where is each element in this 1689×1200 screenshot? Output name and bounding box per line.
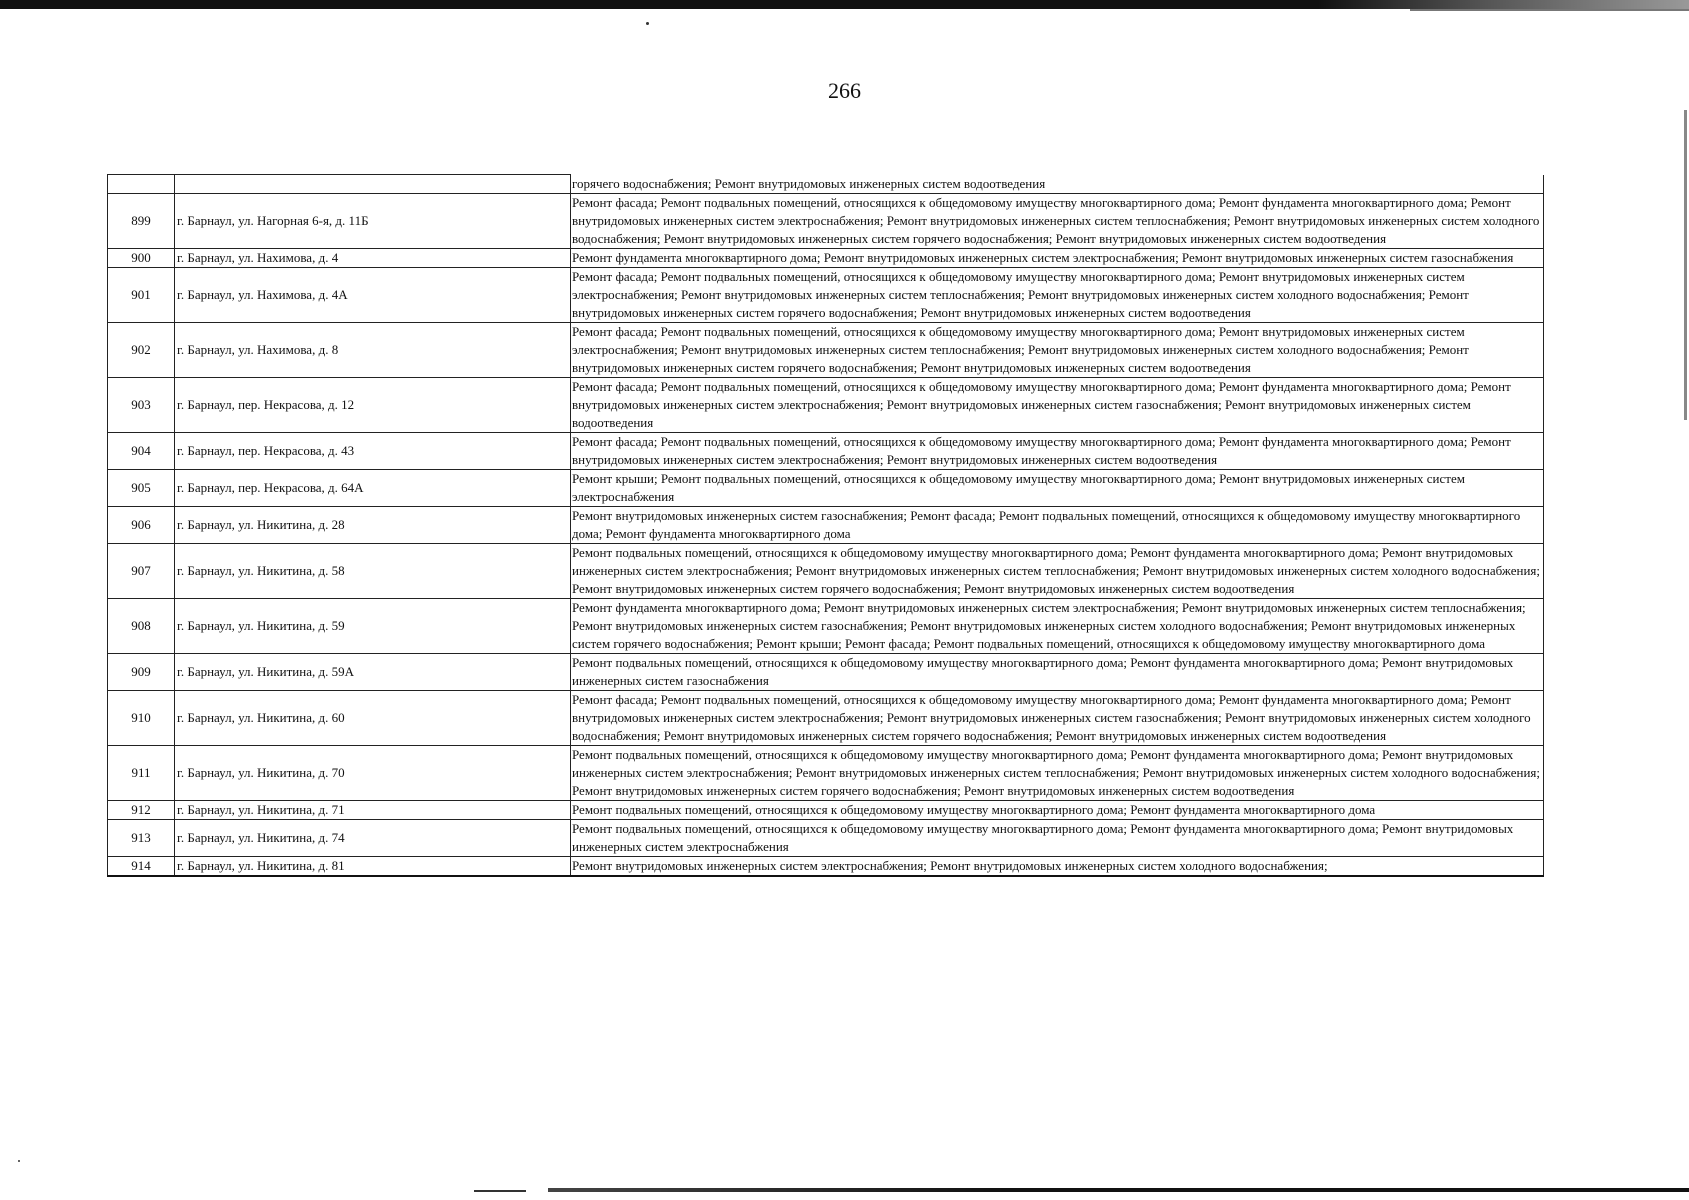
cell-address: г. Барнаул, пер. Некрасова, д. 64А (175, 469, 571, 506)
cell-works: Ремонт подвальных помещений, относящихся к общедомовому имуществу многоквартирного дома; Ремонт фундамента многоквартирного дома; Ремонт внутридомовых инженерных систем электроснабжения; Ремонт внутридомовых инженерных систем теплоснабжения; Ремонт внутридомовых инженерных систем холодного водоснабжения; Ремонт внутридомовых инженерных систем горячего водоснабжения; Ремонт внутридомовых инженерных систем водоотведения (571, 745, 1544, 800)
scan-edge-bottom-short (474, 1190, 526, 1192)
cell-number: 905 (108, 469, 175, 506)
table-row (108, 193, 1544, 248)
cell-address: г. Барнаул, ул. Никитина, д. 81 (175, 856, 571, 876)
cell-number (108, 175, 175, 194)
cell-address: г. Барнаул, ул. Никитина, д. 74 (175, 819, 571, 856)
cell-address: г. Барнаул, пер. Некрасова, д. 43 (175, 432, 571, 469)
scan-edge-top-thin (1410, 9, 1689, 11)
cell-number: 901 (108, 267, 175, 322)
table-row (108, 543, 1544, 598)
scan-speck (646, 22, 649, 25)
table-row (108, 653, 1544, 690)
cell-number: 912 (108, 800, 175, 819)
table-row (108, 432, 1544, 469)
cell-works: Ремонт фасада; Ремонт подвальных помещений, относящихся к общедомовому имуществу многоквартирного дома; Ремонт внутридомовых инженерных систем электроснабжения; Ремонт внутридомовых инженерных систем теплоснабжения; Ремонт внутридомовых инженерных систем холодного водоснабжения; Ремонт внутридомовых инженерных систем горячего водоснабжения; Ремонт внутридомовых инженерных систем водоотведения (571, 322, 1544, 377)
scan-edge-bottom (548, 1188, 1689, 1192)
table-row (108, 745, 1544, 800)
cell-address: г. Барнаул, ул. Никитина, д. 59А (175, 653, 571, 690)
cell-works: Ремонт фасада; Ремонт подвальных помещений, относящихся к общедомовому имуществу многоквартирного дома; Ремонт внутридомовых инженерных систем электроснабжения; Ремонт внутридомовых инженерных систем теплоснабжения; Ремонт внутридомовых инженерных систем холодного водоснабжения; Ремонт внутридомовых инженерных систем горячего водоснабжения; Ремонт внутридомовых инженерных систем водоотведения (571, 267, 1544, 322)
page-number: 266 (828, 78, 861, 103)
cell-works: Ремонт внутридомовых инженерных систем газоснабжения; Ремонт фасада; Ремонт подвальных помещений, относящихся к общедомовому имуществу многоквартирного дома; Ремонт фундамента многоквартирного дома (571, 506, 1544, 543)
table-row (108, 856, 1544, 876)
cell-address: г. Барнаул, ул. Никитина, д. 60 (175, 690, 571, 745)
cell-works: Ремонт фасада; Ремонт подвальных помещений, относящихся к общедомовому имуществу многоквартирного дома; Ремонт фундамента многоквартирного дома; Ремонт внутридомовых инженерных систем электроснабжения; Ремонт внутридомовых инженерных систем газоснабжения; Ремонт внутридомовых инженерных систем холодного водоснабжения; Ремонт внутридомовых инженерных систем горячего водоснабжения; Ремонт внутридомовых инженерных систем водоотведения (571, 690, 1544, 745)
cell-address: г. Барнаул, ул. Никитина, д. 28 (175, 506, 571, 543)
cell-works: Ремонт крыши; Ремонт подвальных помещений, относящихся к общедомовому имуществу многоквартирного дома; Ремонт внутридомовых инженерных систем электроснабжения (571, 469, 1544, 506)
table-row (108, 598, 1544, 653)
cell-number: 908 (108, 598, 175, 653)
cell-address: г. Барнаул, ул. Нахимова, д. 4А (175, 267, 571, 322)
cell-works: Ремонт фундамента многоквартирного дома; Ремонт внутридомовых инженерных систем электроснабжения; Ремонт внутридомовых инженерных систем теплоснабжения; Ремонт внутридомовых инженерных систем газоснабжения; Ремонт внутридомовых инженерных систем холодного водоснабжения; Ремонт внутридомовых инженерных систем горячего водоснабжения; Ремонт крыши; Ремонт фасада; Ремонт подвальных помещений, относящихся к общедомовому имуществу многоквартирного дома (571, 598, 1544, 653)
cell-address: г. Барнаул, ул. Нахимова, д. 8 (175, 322, 571, 377)
cell-works: Ремонт подвальных помещений, относящихся к общедомовому имуществу многоквартирного дома; Ремонт фундамента многоквартирного дома; Ремонт внутридомовых инженерных систем электроснабжения; Ремонт внутридомовых инженерных систем теплоснабжения; Ремонт внутридомовых инженерных систем холодного водоснабжения; Ремонт внутридомовых инженерных систем горячего водоснабжения; Ремонт внутридомовых инженерных систем водоотведения (571, 543, 1544, 598)
cell-works: Ремонт внутридомовых инженерных систем электроснабжения; Ремонт внутридомовых инженерных систем холодного водоснабжения; (571, 856, 1544, 876)
cell-number: 911 (108, 745, 175, 800)
cell-works: Ремонт фасада; Ремонт подвальных помещений, относящихся к общедомовому имуществу многоквартирного дома; Ремонт фундамента многоквартирного дома; Ремонт внутридомовых инженерных систем электроснабжения; Ремонт внутридомовых инженерных систем водоотведения (571, 432, 1544, 469)
cell-number: 906 (108, 506, 175, 543)
table-row (108, 377, 1544, 432)
cell-number: 909 (108, 653, 175, 690)
cell-address: г. Барнаул, пер. Некрасова, д. 12 (175, 377, 571, 432)
cell-address: г. Барнаул, ул. Никитина, д. 58 (175, 543, 571, 598)
cell-works: Ремонт фундамента многоквартирного дома; Ремонт внутридомовых инженерных систем электроснабжения; Ремонт внутридомовых инженерных систем газоснабжения (571, 248, 1544, 267)
cell-number: 900 (108, 248, 175, 267)
table-body (108, 175, 1544, 876)
cell-works: Ремонт фасада; Ремонт подвальных помещений, относящихся к общедомовому имуществу многоквартирного дома; Ремонт фундамента многоквартирного дома; Ремонт внутридомовых инженерных систем электроснабжения; Ремонт внутридомовых инженерных систем теплоснабжения; Ремонт внутридомовых инженерных систем холодного водоснабжения; Ремонт внутридомовых инженерных систем горячего водоснабжения; Ремонт внутридомовых инженерных систем водоотведения (571, 193, 1544, 248)
table-row (108, 322, 1544, 377)
cell-address: г. Барнаул, ул. Никитина, д. 71 (175, 800, 571, 819)
cell-number: 914 (108, 856, 175, 876)
repair-register-table (107, 174, 1544, 877)
cell-works: Ремонт подвальных помещений, относящихся к общедомовому имуществу многоквартирного дома; Ремонт фундамента многоквартирного дома; Ремонт внутридомовых инженерных систем газоснабжения (571, 653, 1544, 690)
table-row (108, 800, 1544, 819)
table-row (108, 469, 1544, 506)
cell-number: 907 (108, 543, 175, 598)
table-row-continued (108, 175, 1544, 194)
scan-speck (18, 1160, 20, 1162)
cell-number: 910 (108, 690, 175, 745)
cell-works: горячего водоснабжения; Ремонт внутридомовых инженерных систем водоотведения (571, 175, 1544, 194)
table-row (108, 248, 1544, 267)
cell-address: г. Барнаул, ул. Никитина, д. 59 (175, 598, 571, 653)
cell-number: 899 (108, 193, 175, 248)
scan-edge-right (1684, 110, 1687, 420)
cell-number: 903 (108, 377, 175, 432)
cell-address: г. Барнаул, ул. Нахимова, д. 4 (175, 248, 571, 267)
cell-address (175, 175, 571, 194)
table-row (108, 819, 1544, 856)
cell-works: Ремонт подвальных помещений, относящихся к общедомовому имуществу многоквартирного дома; Ремонт фундамента многоквартирного дома; Ремонт внутридомовых инженерных систем электроснабжения (571, 819, 1544, 856)
table-row (108, 506, 1544, 543)
table-row (108, 690, 1544, 745)
cell-address: г. Барнаул, ул. Нагорная 6-я, д. 11Б (175, 193, 571, 248)
cell-number: 913 (108, 819, 175, 856)
cell-works: Ремонт фасада; Ремонт подвальных помещений, относящихся к общедомовому имуществу многоквартирного дома; Ремонт фундамента многоквартирного дома; Ремонт внутридомовых инженерных систем электроснабжения; Ремонт внутридомовых инженерных систем газоснабжения; Ремонт внутридомовых инженерных систем водоотведения (571, 377, 1544, 432)
cell-number: 902 (108, 322, 175, 377)
cell-address: г. Барнаул, ул. Никитина, д. 70 (175, 745, 571, 800)
cell-works: Ремонт подвальных помещений, относящихся к общедомовому имуществу многоквартирного дома; Ремонт фундамента многоквартирного дома (571, 800, 1544, 819)
table-row (108, 267, 1544, 322)
scan-edge-top (0, 0, 1689, 9)
cell-number: 904 (108, 432, 175, 469)
